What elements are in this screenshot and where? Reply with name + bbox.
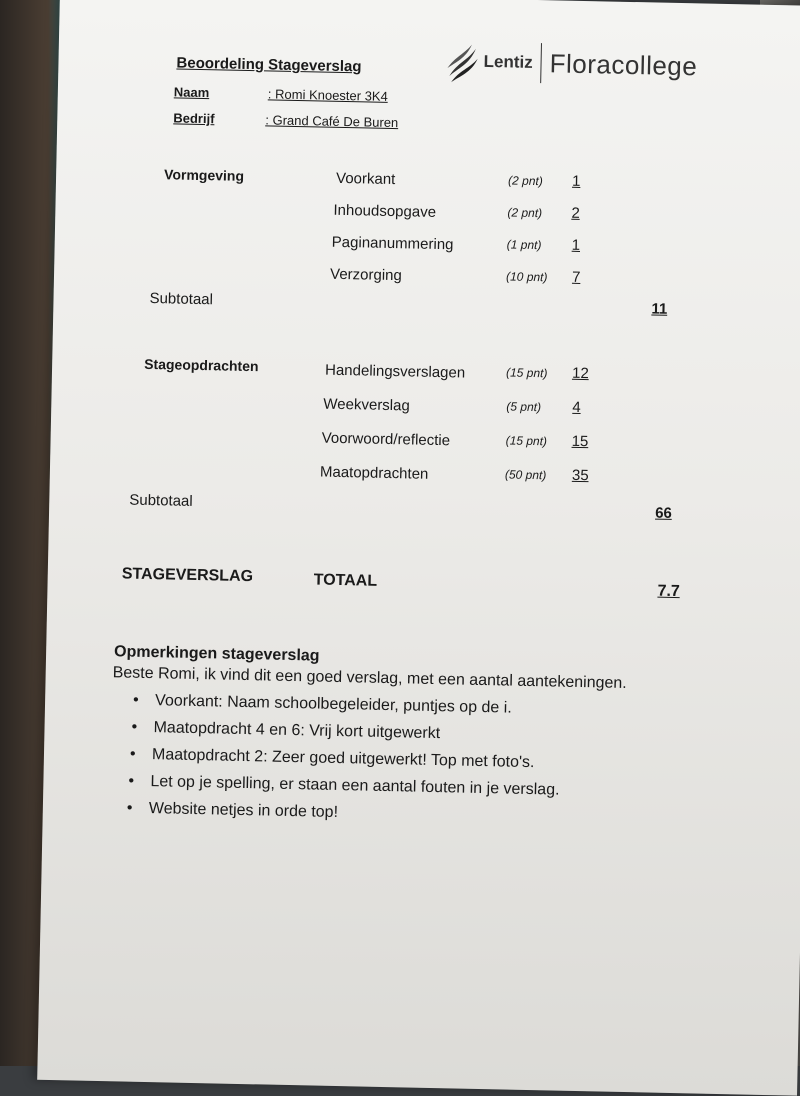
item-points: (1 pnt) <box>506 237 542 253</box>
remark-bullet: • Maatopdracht 2: Zeer goed uitgewerkt! Top met foto's. <box>129 745 535 772</box>
item-name: Paginanummering <box>331 233 454 254</box>
bullet-icon: • <box>132 691 139 709</box>
remarks-heading: Opmerkingen stageverslag <box>113 643 320 665</box>
item-name: Weekverslag <box>323 395 410 415</box>
item-points: (15 pnt) <box>505 433 548 449</box>
remarks-intro: Beste Romi, ik vind dit een goed verslag, met een aantal aantekeningen. <box>112 664 627 693</box>
remark-bullet: • Let op je spelling, er staan een aantal fouten in je verslag. <box>128 772 560 799</box>
item-score: 1 <box>571 236 581 254</box>
item-points: (10 pnt) <box>505 269 548 285</box>
school-logo <box>443 38 698 89</box>
item-name: Inhoudsopgave <box>333 201 437 221</box>
subtotal-value: 11 <box>651 300 668 318</box>
section-label-vormgeving: Vormgeving <box>163 166 245 184</box>
bullet-icon: • <box>131 718 138 736</box>
item-score: 1 <box>571 172 581 190</box>
total-sublabel: TOTAAL <box>313 571 378 590</box>
item-score: 2 <box>571 204 580 222</box>
item-name: Maatopdrachten <box>319 463 429 483</box>
item-score: 4 <box>572 398 581 416</box>
lentiz-leaf-icon <box>443 38 480 85</box>
document-page <box>37 0 800 1096</box>
item-name: Voorwoord/reflectie <box>321 429 451 450</box>
section-label-stageopdrachten: Stageopdrachten <box>144 355 259 375</box>
item-name: Handelingsverslagen <box>324 361 466 382</box>
name-value: : Romi Knoester 3K4 <box>267 86 388 104</box>
item-score: 12 <box>571 364 589 383</box>
logo-divider <box>540 43 542 83</box>
document-title: Beoordeling Stageverslag <box>176 54 362 76</box>
bullet-icon: • <box>129 745 136 763</box>
bullet-icon: • <box>128 772 135 790</box>
item-score: 7 <box>571 268 581 286</box>
remark-bullet: • Maatopdracht 4 en 6: Vrij kort uitgewerkt <box>131 718 441 743</box>
remark-bullet: • Website netjes in orde top! <box>126 799 339 822</box>
item-name: Verzorging <box>329 265 402 285</box>
item-name: Voorkant <box>335 169 396 189</box>
bullet-icon: • <box>126 799 133 817</box>
item-points: (15 pnt) <box>505 365 548 381</box>
item-points: (2 pnt) <box>507 173 543 189</box>
item-points: (2 pnt) <box>507 205 543 221</box>
company-label: Bedrijf <box>173 110 215 127</box>
total-value: 7.7 <box>657 582 680 601</box>
logo-brand: Lentiz <box>483 51 533 72</box>
total-label: STAGEVERSLAG <box>121 565 254 586</box>
item-points: (50 pnt) <box>504 467 547 483</box>
item-points: (5 pnt) <box>506 399 542 415</box>
remark-bullet: • Voorkant: Naam schoolbegeleider, puntjes op de i. <box>132 691 512 717</box>
name-label: Naam <box>173 84 210 101</box>
subtotal-value: 66 <box>654 504 673 522</box>
item-score: 35 <box>571 466 589 485</box>
subtotal-label: Subtotaal <box>129 491 193 510</box>
logo-school: Floracollege <box>549 47 698 81</box>
company-value: : Grand Café De Buren <box>265 112 399 131</box>
item-score: 15 <box>571 432 589 451</box>
subtotal-label: Subtotaal <box>149 289 214 309</box>
